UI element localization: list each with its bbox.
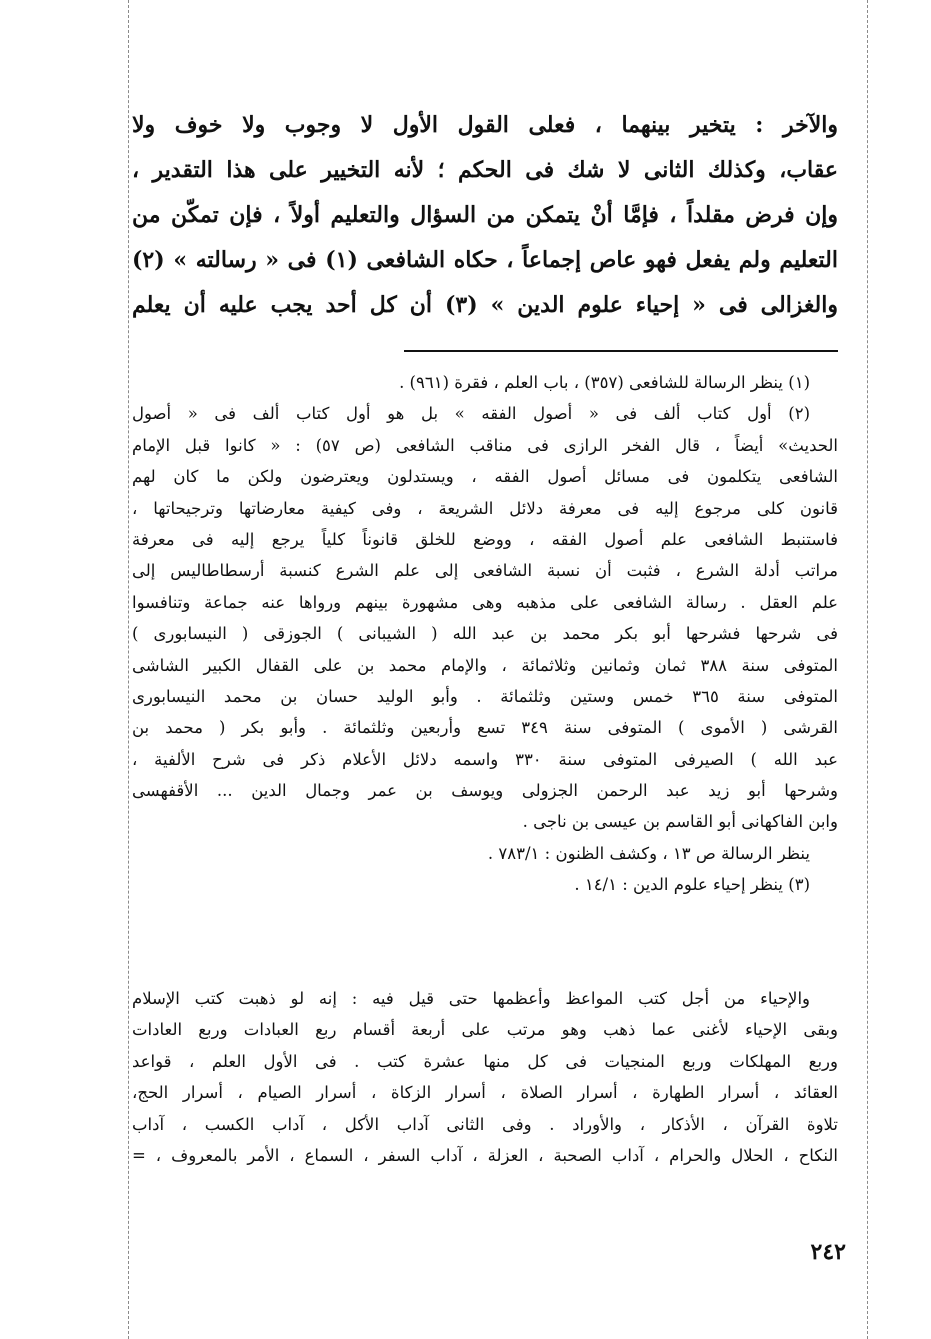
footnote-line: الشافعى يتكلمون فى مسائل أصول الفقه ، ويستدلون ويعترضون ولكن ما كان لهم (132, 467, 838, 487)
footnote-line: علم العقل . رسالة الشافعى على مذهبه وهى مشهورة بينهم ورواها عنه جماعة وتنافسوا (132, 592, 838, 612)
footnote-line: (١) ينظر الرسالة للشافعى (٣٥٧) ، باب العلم ، فقرة (٩٦١) . (399, 373, 810, 392)
main-text-line: التعليم ولم يفعل فهو عاص إجماعاً ، حكاه الشافعى (١) فى « رسالته » (٢) (132, 247, 838, 273)
footnote-line: (٢) أول كتاب ألف فى « أصول الفقه » بل هو أول كتاب ألف فى « أصول (132, 404, 810, 424)
footnote-line: ينظر الرسالة ص ١٣ ، وكشف الظنون : ٧٨٣/١ . (487, 843, 810, 863)
footnote-line: وشرحها أبو زيد عبد الرحمن الجزولى ويوسف بن عمر وجمال الدين ... الأقفهسى (132, 781, 838, 801)
footnote-line: (٣) ينظر إحياء علوم الدين : ١٤/١ . (574, 875, 810, 895)
footnotes-block (132, 367, 838, 901)
footnote-line: فى شرحها فشرحها أبو بكر محمد بن عبد الله ( الشيبانى ) الجوزقى ( النيسابورى ) (132, 624, 838, 644)
footnote-line: قانون كلى مرجوع إليه فى معرفة دلائل الشريعة ، وفى كيفية معارضاتها وترجيحاتها ، (132, 498, 838, 518)
footnote-line: فاستنبط الشافعى علم أصول الفقه ، ووضع للخلق قانوناً كلياً يرجع إليه فى معرفة (132, 529, 838, 549)
footnote-line: عبد الله ) الصيرفى المتوفى سنة ٣٣٠ واسمه دلائل الأعلام ذكر فى شرح الألفية ، (132, 749, 838, 769)
footnote-line: الحديث» أيضاً ، قال الفخر الرازى فى مناقب الشافعى (ص ٥٧) : « كانوا قبل الإمام (132, 435, 838, 455)
footnote-line: القرشى ( الأموى ) المتوفى سنة ٣٤٩ تسع وأربعين وثلثمائة . وأبو بكر ( محمد بن (132, 718, 839, 738)
left-margin-guide (128, 0, 129, 1339)
footnote-line: وابن الفاكهانى أبو القاسم بن عيسى بن ناجى . (522, 812, 838, 832)
continuation-line: وربع المهلكات وربع المنجيات فى كل منها عشرة كتب . فى الأول العلم ، قواعد (132, 1051, 838, 1071)
footnote-separator (404, 350, 838, 352)
footnote-continuation-block (132, 983, 838, 1171)
continuation-line: العقائد ، أسرار الطهارة ، أسرار الصلاة ، أسرار الزكاة ، أسرار الصيام ، أسرار الحج، (132, 1083, 838, 1103)
main-text-line: والغزالى فى « إحياء علوم الدين » (٣) أن كل أحد يجب عليه أن يعلم (132, 292, 838, 318)
main-text-line: وإن فرض مقلداً ، فإمَّا أنْ يتمكن من السؤال والتعليم أولاً ، فإن تمكّن من (132, 202, 838, 228)
continuation-line: النكاح ، الحلال والحرام ، آداب الصحبة ، العزلة ، آداب السفر ، السماع ، الأمر بالمعروف ، = (132, 1145, 838, 1165)
main-text-line: والآخر : يتخير بينهما ، فعلى القول الأول لا وجوب ولا خوف ولا (132, 112, 838, 138)
footnote-line: المتوفى سنة ٣٦٥ خمس وستين وثلثمائة . وأبو الوليد حسان بن محمد النيسابورى (132, 686, 838, 706)
continuation-line: تلاوة القرآن ، الأذكار ، والأوراد . وفى الثانى آداب الأكل ، آداب الكسب ، آداب (132, 1114, 838, 1134)
main-text-block (132, 103, 838, 328)
continuation-line: وبقى الإحياء لأغنى عما ذهب وهو مرتب على أربعة أقسام ربع العبادات وربع العادات (132, 1020, 838, 1040)
continuation-line: والإحياء من أجل كتب المواعظ وأعظمها حتى قيل فيه : إنه لو ذهبت كتب الإسلام (132, 989, 810, 1008)
footnote-line: مراتب أدلة الشرع ، فثبت أن نسبة الشافعى إلى علم الشرع كنسبة أرسطاطاليس إلى (132, 561, 838, 581)
footnote-line: المتوفى سنة ٣٨٨ ثمان وثمانين وثلاثمائة ، والإمام محمد بن على القفال الكبير الشاشى (132, 655, 839, 675)
right-margin-guide (867, 0, 868, 1339)
page-number: ٢٤٢ (810, 1239, 846, 1265)
main-text-line: عقاب، وكذلك الثانى لا شك فى الحكم ؛ لأنه التخيير على هذا التقدير ، (132, 157, 838, 183)
